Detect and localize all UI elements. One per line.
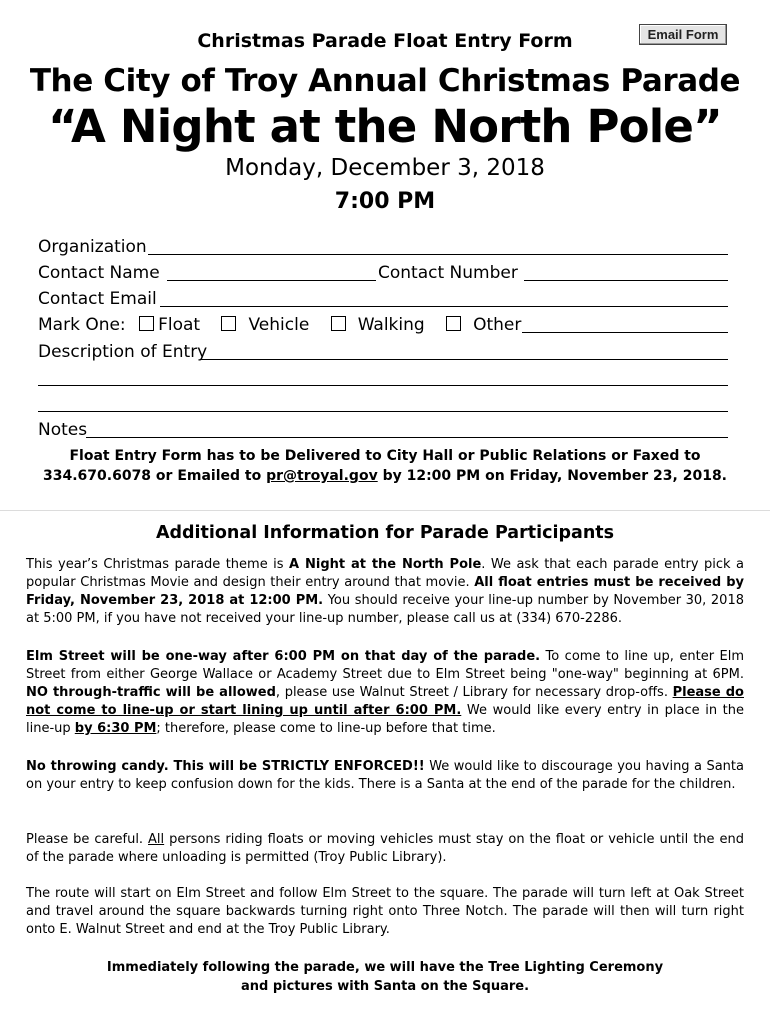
info-paragraph-safety [26, 831, 744, 867]
closing-note [0, 958, 770, 996]
vehicle-checkbox[interactable] [221, 316, 236, 331]
form-label: Christmas Parade Float Entry Form [197, 30, 573, 52]
other-option-label: Other [473, 315, 522, 335]
event-time: 7:00 PM [334, 189, 436, 214]
p2-text: To come to line up, enter Elm Street from either George Wallace or Academy Street due to Elm Street being "one-way" beginning at 6PM. [26, 649, 744, 682]
p4-text-2: persons riding floats or moving vehicles must stay on the float or vehicle until the end of the parade where unloading is permitted (Troy Public Library). [26, 832, 744, 865]
section-divider [0, 510, 770, 511]
other-field[interactable] [522, 332, 728, 333]
description-field-line-2[interactable] [38, 385, 728, 386]
notes-label: Notes [38, 420, 88, 440]
p2-no-through: NO through-traffic will be allowed [26, 685, 276, 700]
mark-one-label: Mark One: [38, 315, 126, 335]
event-date: Monday, December 3, 2018 [225, 155, 545, 181]
notes-field[interactable] [86, 437, 728, 438]
info-paragraph-street [26, 648, 744, 738]
info-paragraph-theme [26, 556, 744, 628]
p2-text-3: We would like every entry in place in the line-up [26, 703, 745, 736]
submission-text-a: 334.670.6078 or Emailed to [43, 468, 267, 484]
description-field-line-3[interactable] [38, 411, 728, 412]
walking-option-label: Walking [357, 315, 425, 335]
contact-email-field[interactable] [160, 306, 728, 307]
submission-text-b: by 12:00 PM on Friday, November 23, 2018. [377, 468, 727, 484]
info-paragraph-candy [26, 758, 744, 794]
info-heading: Additional Information for Parade Participants [155, 523, 615, 543]
p2-text-2: , please use Walnut Street / Library for necessary drop-offs. [275, 685, 673, 700]
other-checkbox[interactable] [446, 316, 461, 331]
p4-text: Please be careful. [26, 832, 149, 847]
description-label: Description of Entry [38, 342, 208, 362]
p2-lineup-warning: Please do not come to line-up or start lining up until after 6:00 PM. [26, 685, 744, 718]
contact-number-field[interactable] [524, 280, 728, 281]
contact-email-label: Contact Email [38, 289, 157, 309]
p3-candy: No throwing candy. This will be STRICTLY ENFORCED!! [26, 759, 425, 774]
p2-lineup-time: by 6:30 PM [74, 721, 157, 736]
info-paragraph-route: The route will start on Elm Street and follow Elm Street to the square. The parade will turn left at Oak Street and travel around the square backwards turning right onto Three Notch. The parade will then will turn right onto E. Walnut Street and end at the Troy Public Library. [26, 886, 744, 937]
p4-all: All [148, 832, 165, 847]
email-link[interactable]: pr@troyal.gov [266, 468, 378, 484]
p2-one-way: Elm Street will be one-way after 6:00 PM on that day of the parade. [26, 649, 541, 664]
contact-name-field[interactable] [167, 280, 376, 281]
closing-line-2: and pictures with Santa on the Square. [240, 979, 530, 994]
vehicle-option-label: Vehicle [248, 315, 310, 335]
p1-text: This year’s Christmas parade theme is [26, 557, 290, 572]
walking-checkbox[interactable] [331, 316, 346, 331]
mark-one-row [38, 315, 521, 335]
description-field[interactable] [200, 359, 728, 360]
submission-instructions [0, 446, 770, 486]
float-checkbox[interactable] [139, 316, 154, 331]
city-title: The City of Troy Annual Christmas Parade [29, 63, 741, 99]
email-form-button[interactable]: Email Form [639, 24, 727, 45]
float-option-label: Float [158, 315, 201, 335]
theme-title: “A Night at the North Pole” [48, 100, 722, 153]
submission-line-2 [0, 466, 770, 486]
p1-theme: A Night at the North Pole [289, 557, 482, 572]
organization-label: Organization [38, 237, 147, 257]
organization-field[interactable] [148, 254, 728, 255]
p3-text: We would like to discourage you having a Santa on your entry to keep confusion down for the kids. There is a Santa at the end of the parade for the children. [26, 759, 744, 792]
submission-line-1: Float Entry Form has to be Delivered to City Hall or Public Relations or Faxed to [69, 448, 701, 464]
p1-deadline: All float entries must be received by Friday, November 23, 2018 at 12:00 PM. [26, 575, 744, 608]
p2-text-4: ; therefore, please come to line-up before that time. [156, 721, 496, 736]
closing-line-1: Immediately following the parade, we will have the Tree Lighting Ceremony [106, 960, 664, 975]
p1-text-3: You should receive your line-up number by November 30, 2018 at 5:00 PM, if you have not received your line-up number, please call us at (334) 670-2286. [26, 593, 744, 626]
contact-name-label: Contact Name [38, 263, 160, 283]
contact-number-label: Contact Number [378, 263, 518, 283]
p1-text-2: . We ask that each parade entry pick a popular Christmas Movie and design their entry around that movie. [26, 557, 744, 590]
